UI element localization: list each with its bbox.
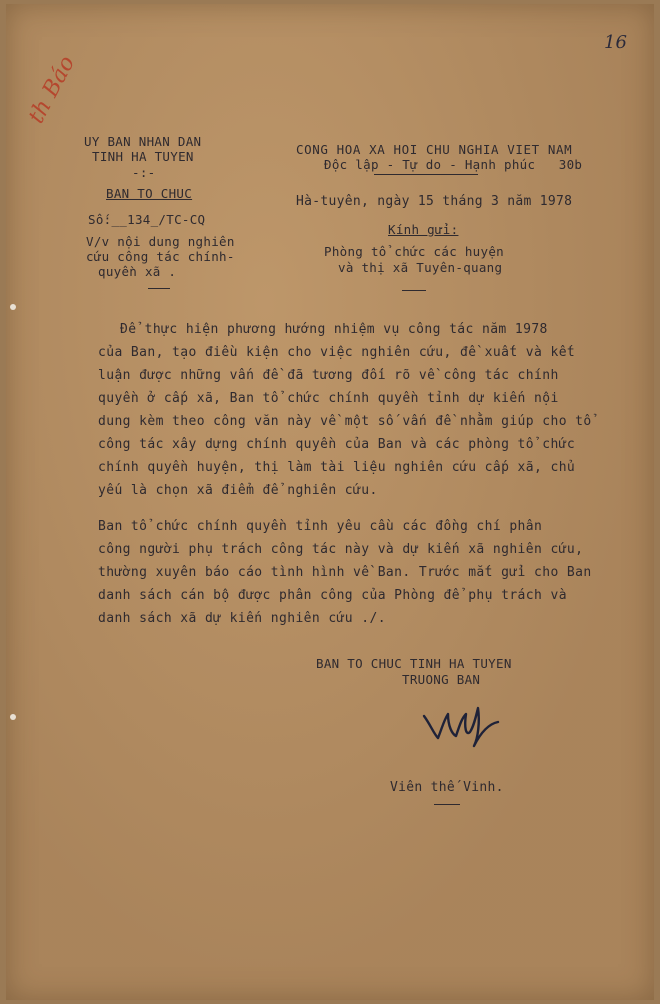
document-date: Hà-tuyên, ngày 15 tháng 3 năm 1978 [296,194,573,209]
signature-title: TRUONG BAN [402,672,481,687]
signature-org: BAN TO CHUC TINH HA TUYEN [316,656,512,671]
body-p1-line-1: Để thực hiện phương hướng nhiệm vụ công tác năm 1978 [120,322,548,337]
margin-note: th Báo [24,51,81,128]
body-p1-line-5: dung kèm theo công văn này về một số vấn đề nhằm giúp cho tổ [98,414,592,429]
subject-line-2: cứu công tác chính- [86,249,235,264]
kinh-gui: Kính gửi: [388,222,459,237]
body-p2-line-4: danh sách cán bộ được phân công của Phòng để phụ trách và [98,588,567,603]
punch-hole-bottom [10,714,16,720]
body-p2-line-2: công người phụ trách công tác này và dự kiến xã nghiên cứu, [98,542,584,557]
signature-divider [434,804,460,805]
body-p1-line-3: luận được những vấn đề đã tương đối rõ về công tác chính [98,368,559,383]
body-p2-line-5: danh sách xã dự kiến nghiên cứu ./. [98,611,386,626]
body-p1-line-7: chính quyền huyện, thị làm tài liệu nghiên cứu cấp xã, chủ [98,460,576,475]
recipient-divider [402,290,426,291]
page-number: 16 [604,32,627,53]
header-left-line2: TINH HA TUYEN [92,149,194,164]
subject-line-3: quyền xã . [98,264,177,279]
department-name: BAN TO CHUC [106,186,193,201]
subject-line-1: V/v nội dung nghiên [86,234,235,249]
recipient-line-1: Phòng tổ chức các huyện [324,244,504,259]
body-p2-line-1: Ban tổ chức chính quyền tỉnh yêu cầu các đồng chí phân [98,519,543,534]
header-right-line1: CONG HOA XA HOI CHU NGHIA VIET NAM [296,142,573,157]
body-p1-line-2: của Ban, tạo điều kiện cho việc nghiên cứu, đề xuất và kết [98,345,576,360]
subject-divider [148,288,170,289]
document-number: Số:__134_/TC-CQ [88,212,206,227]
body-p1-line-6: công tác xây dựng chính quyền của Ban và các phòng tổ chức [98,437,576,452]
header-left-separator: -:- [132,165,156,180]
document-page [6,4,654,1000]
body-p1-line-8: yếu là chọn xã điểm để nghiên cứu. [98,483,378,498]
header-left-line1: UY BAN NHAN DAN [84,134,202,149]
handwritten-signature [418,694,508,754]
header-right-line2: Độc lập - Tự do - Hạnh phúc 30b [324,157,583,172]
punch-hole-top [10,304,16,310]
body-p2-line-3: thường xuyên báo cáo tình hình về Ban. Trước mắt gửi cho Ban [98,565,592,580]
body-p1-line-4: quyền ở cấp xã, Ban tổ chức chính quyền tỉnh dự kiến nội [98,391,559,406]
recipient-line-2: và thị xã Tuyên-quang [338,260,503,275]
motto-underline [374,174,478,175]
signatory-name: Viên thế Vinh. [390,780,504,795]
